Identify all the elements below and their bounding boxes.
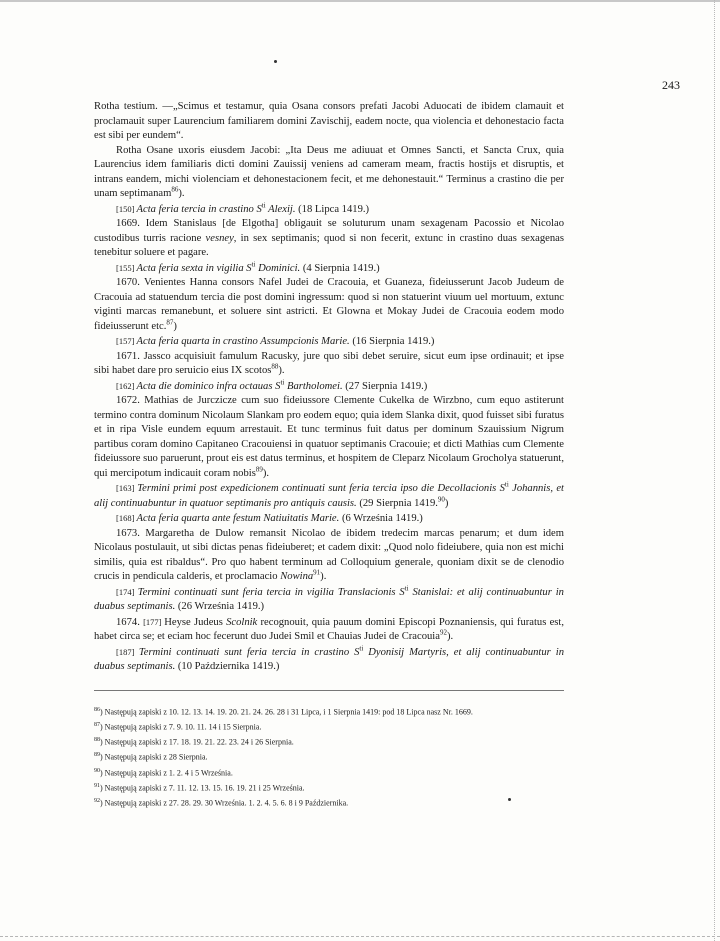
footnote [94,704,564,719]
text-span: ) [444,497,449,509]
footnote-text: ) Następują zapiski z 28 Sierpnia. [100,753,208,763]
text-span: Rotha testium. —„Scimus et testamur, quia Osana consors prefati Jacobi Aduocati de ibidem clamauit et proclamauit super Laurencium familiarem domini Zavischij, eadem nocte, qua violencia et dehonestacio facta est sibi per eundem“. [94,101,564,141]
paragraph [94,394,564,481]
text-span: ). [278,365,285,376]
text-span: (16 Sierpnia 1419.) [349,336,435,347]
superscript: ti [359,643,364,652]
text-span: Alexij. [265,203,296,215]
paragraph [94,261,564,277]
paragraph [94,615,564,645]
text-span: Termini primi post expedicionem continuati sunt feria tercia ipso die Decollacionis S [137,483,505,494]
footnote-number: 92 [94,797,100,804]
superscript: 89 [255,464,263,473]
text-span: 1673. Margaretha de Dulow remansit Nicolao de ibidem tredecim marcas penarum; et dum idem Nicolaus postulauit, ut sibi dictas penas fideiuberet; et cadem dixit: „Quod nolo fideiubere, quia non est michi similis, quia est ribaldus“. Pro quo habent terminum ad Colloquium generale, quoniam dixit se de clenodio crucis in pendicula calderis, et proclamacio [94,527,564,582]
superscript: 92 [439,628,447,637]
text-span: 1671. Jassco acquisiuit famulum Racusky, jure quo sibi debet seruire, sicut eum ipse ordinauit; et ipse sibi habet dare pro seruicio eius IX scotos [94,350,564,376]
text-span: Termini continuati sunt feria tercia in crastino S [138,646,360,658]
text-span: (26 Września 1419.) [175,601,265,612]
footnotes [94,704,564,810]
paragraph [94,585,564,615]
footnote [94,765,564,780]
text-span: [150] [116,203,137,214]
text-span: 1669. Idem Stanislaus [de Elgotha] obligauit se soluturum unam sexagenam Pacossio et Nicolao custodibus turris racione [94,218,564,244]
text-span: (10 Października 1419.) [175,661,280,672]
superscript: 90 [437,494,445,503]
text-span: [168] [116,513,137,523]
superscript: ti [404,583,409,592]
text-span: ) [173,320,177,332]
text-span: Scolnik [226,616,258,628]
footnote-text: ) Następują zapiski z 10. 12. 13. 14. 19. 20. 21. 24. 26. 28 i 31 Lipca, i 1 Sierpnia 1419: pod 18 Lipca nasz Nr. 1669. [100,707,473,717]
text-span: recognouit, quia pauum domini Episcopi Poznaniensis, qui furatus est, habet circa se; et eciam hoc fecerunt duo Judei Smil et Chauias Judei de Cracouia [94,616,565,642]
text-span: (27 Sierpnia 1419.) [342,380,428,392]
text-span: vesney [205,232,234,244]
footnote-text: ) Następują zapiski z 7. 11. 12. 13. 15. 16. 19. 21 i 25 Września. [100,783,305,793]
text-span: [155] [116,262,137,273]
paragraph [94,481,564,511]
page-top-edge [0,0,720,2]
paragraph [94,379,564,395]
text-span: [174] [116,586,138,597]
text-span: Stanislai: et alij continuabuntur in duabus septimanis. [94,586,564,612]
paragraph [94,276,564,334]
text-span: ). [446,631,454,642]
footnote-number: 90 [94,767,100,774]
text-span: Acta feria quarta ante festum Natiuitatis Marie. [136,513,340,524]
paragraph [94,350,564,379]
text-span: ). [320,571,327,582]
text-span: Bartholomei. [284,380,343,392]
footnote [94,719,564,734]
text-span: Acta die dominico infra octauas S [136,380,281,392]
text-span: Rotha Osane uxoris eiusdem Jacobi: „Ita Deus me adiuuat et Omnes Sancti, et Sancta Crux, quia Laurencius idem familiaris dicti domini Zauissij veniens ad cameram meam, fractis hostijs et disruptis, et intrans eandem, michi violenciam et dehonestacionem fecit, et me dehonestauit.“ Terminus a crastino die per unam septimanam [94,144,564,199]
text-span: [157] [116,336,137,346]
text-span: [187] [116,646,139,657]
footnote-rule [94,690,564,691]
text-span: [162] [116,380,137,391]
page-number: 243 [662,78,680,92]
paragraph [94,511,564,527]
footnote-text: ) Następują zapiski z 7. 9. 10. 11. 14 i 15 Sierpnia. [100,722,262,732]
text-span: (6 Września 1419.) [339,513,423,524]
text-span: ). [262,467,270,479]
text-span: , in sex septimanis; quod si non fecerit, extunc in crastino duas sexagenas tenebitur soluere et pagare. [94,232,565,258]
text-span: Dominici. [255,262,301,274]
page-right-edge [714,0,717,941]
superscript: ti [261,200,266,209]
footnote-number: 88 [94,737,100,744]
footnote-number: 91 [94,782,100,789]
text-span: 1674. [116,616,144,628]
paragraph [94,202,564,218]
text-span: Nowina [280,571,314,582]
footnote [94,780,564,795]
superscript: ti [251,259,256,268]
print-speck [274,60,277,63]
text-span: [177] [143,616,165,627]
superscript: 86 [171,185,179,194]
text-span: Acta feria sexta in vigilia S [136,262,252,274]
text-span: 1670. Venientes Hanna consors Nafel Judei de Cracouia, et Guaneza, fideiusserunt Jacob Judeum de Cracouia ad statuendum tercia die post domini ingressum: quod si non statuerint viuum uel mortuum, extunc viginti marcas remanebunt, et soluere sint astricti. Et Glowna et Mokay Judei de Cracouia eodem modo fideiusserunt etc. [94,277,564,332]
footnote [94,734,564,749]
superscript: ti [504,480,509,489]
text-span: Dyonisij Martyris, et alij continuabuntur in duabus septimanis. [94,646,564,672]
footnote-text: ) Następują zapiski z 1. 2. 4 i 5 Września. [100,768,233,778]
footnote [94,795,564,810]
text-span: Termini continuati sunt feria tercia in vigilia Translacionis S [137,586,405,598]
footnote-text: ) Następują zapiski z 27. 28. 29. 30 Września. 1. 2. 4. 5. 6. 8 i 9 Października. [100,798,349,808]
text-span: Johannis, et alij continuabuntur in quatuor septimanis pro antiquis causis. [94,483,564,509]
superscript: 87 [166,317,174,326]
text-span: Acta feria tercia in crastino S [136,203,262,215]
footnote-text: ) Następują zapiski z 17. 18. 19. 21. 22. 23. 24 i 26 Sierpnia. [100,737,294,747]
superscript: 91 [313,568,321,577]
text-span: (18 Lipca 1419.) [295,203,370,215]
text-span: Heyse Judeus [164,616,227,628]
footnote [94,749,564,764]
footnote-number: 89 [94,752,100,759]
paragraph [94,645,564,675]
superscript: ti [280,377,285,386]
text-span: (4 Sierpnia 1419.) [300,262,380,274]
text-span: (29 Sierpnia 1419. [356,497,438,509]
superscript: 88 [271,362,279,371]
footnote-number: 86 [94,707,100,713]
text-span: [163] [116,483,138,493]
text-span: ). [178,188,185,199]
paragraph [94,144,564,202]
paragraph [94,100,564,144]
paragraph [94,217,564,261]
page-bottom-edge [0,936,720,938]
text-span: 1672. Mathias de Jurczicze cum suo fideiussore Clemente Cukelka de Wirzbno, cum equo astiterunt termino contra dominum Nicolaum Slankam pro eodem equo; quia idem Slanka dixit, quod fuisset sibi furatus et in ripa Visle eundem equum arrestauit. Et tunc terminus fuit datus per dominum Szauissium Nigrum partibus coram domino Capitaneo Cracouiensi in quatuor septimanis Cracouie; et dicti Mathias cum Clemente fideiussore suo paruerunt, prout eis est datus terminus, et hospitem de Cleparz Nicolaum Grocholya statuerunt, qui mercipotum indicauit coram nobis [94,395,564,479]
paragraph [94,334,564,350]
text-span: Acta feria quarta in crastino Assumpcionis Marie. [136,336,350,347]
paragraph [94,527,564,585]
footnote-number: 87 [94,722,100,729]
main-text [94,100,564,675]
